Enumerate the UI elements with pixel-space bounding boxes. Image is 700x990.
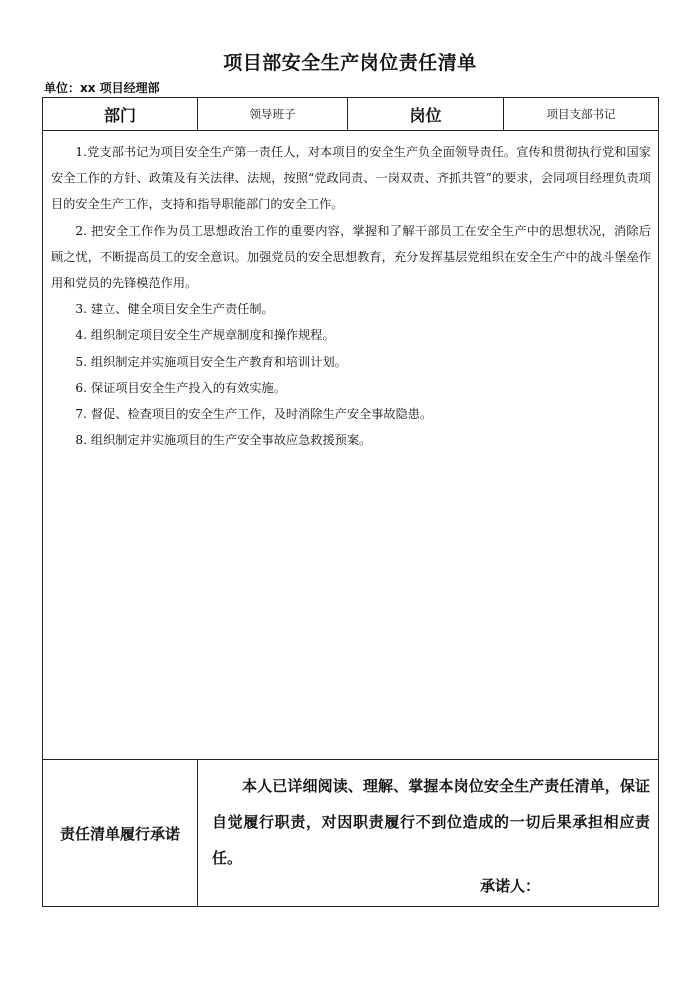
duty-item: 8. 组织制定并实施项目的生产安全事故应急救援预案。	[75, 433, 372, 448]
commitment-label: 责任清单履行承诺	[43, 760, 198, 907]
dept-label: 部门	[43, 98, 198, 131]
duties-row	[43, 131, 659, 760]
post-label: 岗位	[348, 98, 504, 131]
duty-item: 5. 组织制定并实施项目安全生产教育和培训计划。	[75, 354, 347, 369]
unit-line: 单位：xx 项目经理部	[44, 81, 160, 95]
dept-value: 领导班子	[198, 98, 348, 131]
duty-item: 3. 建立、健全项目安全生产责任制。	[75, 302, 274, 317]
duty-item: 6. 保证项目安全生产投入的有效实施。	[75, 380, 286, 395]
duty-item: 4. 组织制定项目安全生产规章制度和操作规程。	[75, 328, 335, 343]
duty-item: 7. 督促、检查项目的安全生产工作，及时消除生产安全事故隐患。	[75, 407, 433, 422]
duty-item: 1.党支部书记为项目安全生产第一责任人，对本项目的安全生产负全面领导责任。宣传和贯彻执行党和国家安全工作的方针、政策及有关法律、法规，按照“党政同责、一岗双责、齐抓共管”的要求，会同项目经理负责项目的安全生产工作，支持和指导职能部门的安全工作。	[51, 145, 651, 212]
signer-label: 承诺人：	[479, 877, 540, 895]
commitment-cell	[198, 760, 659, 907]
duty-item: 2. 把安全工作作为员工思想政治工作的重要内容，掌握和了解干部员工在安全生产中的思想状况，消除后顾之忧，不断提高员工的安全意识。加强党员的安全思想教育，充分发挥基层党组织在安全生产中的战斗堡垒作用和党员的先锋模范作用。	[51, 223, 651, 291]
commitment-text: 本人已详细阅读、理解、掌握本岗位安全生产责任清单，保证自觉履行职责，对因职责履行不到位造成的一切后果承担相应责任。	[212, 777, 650, 867]
document-title: 项目部安全生产岗位责任清单	[223, 52, 477, 74]
header-row	[43, 98, 659, 131]
responsibility-table	[42, 97, 659, 907]
commitment-row	[43, 760, 659, 907]
post-value: 项目支部书记	[504, 98, 659, 131]
duties-cell	[43, 131, 659, 760]
